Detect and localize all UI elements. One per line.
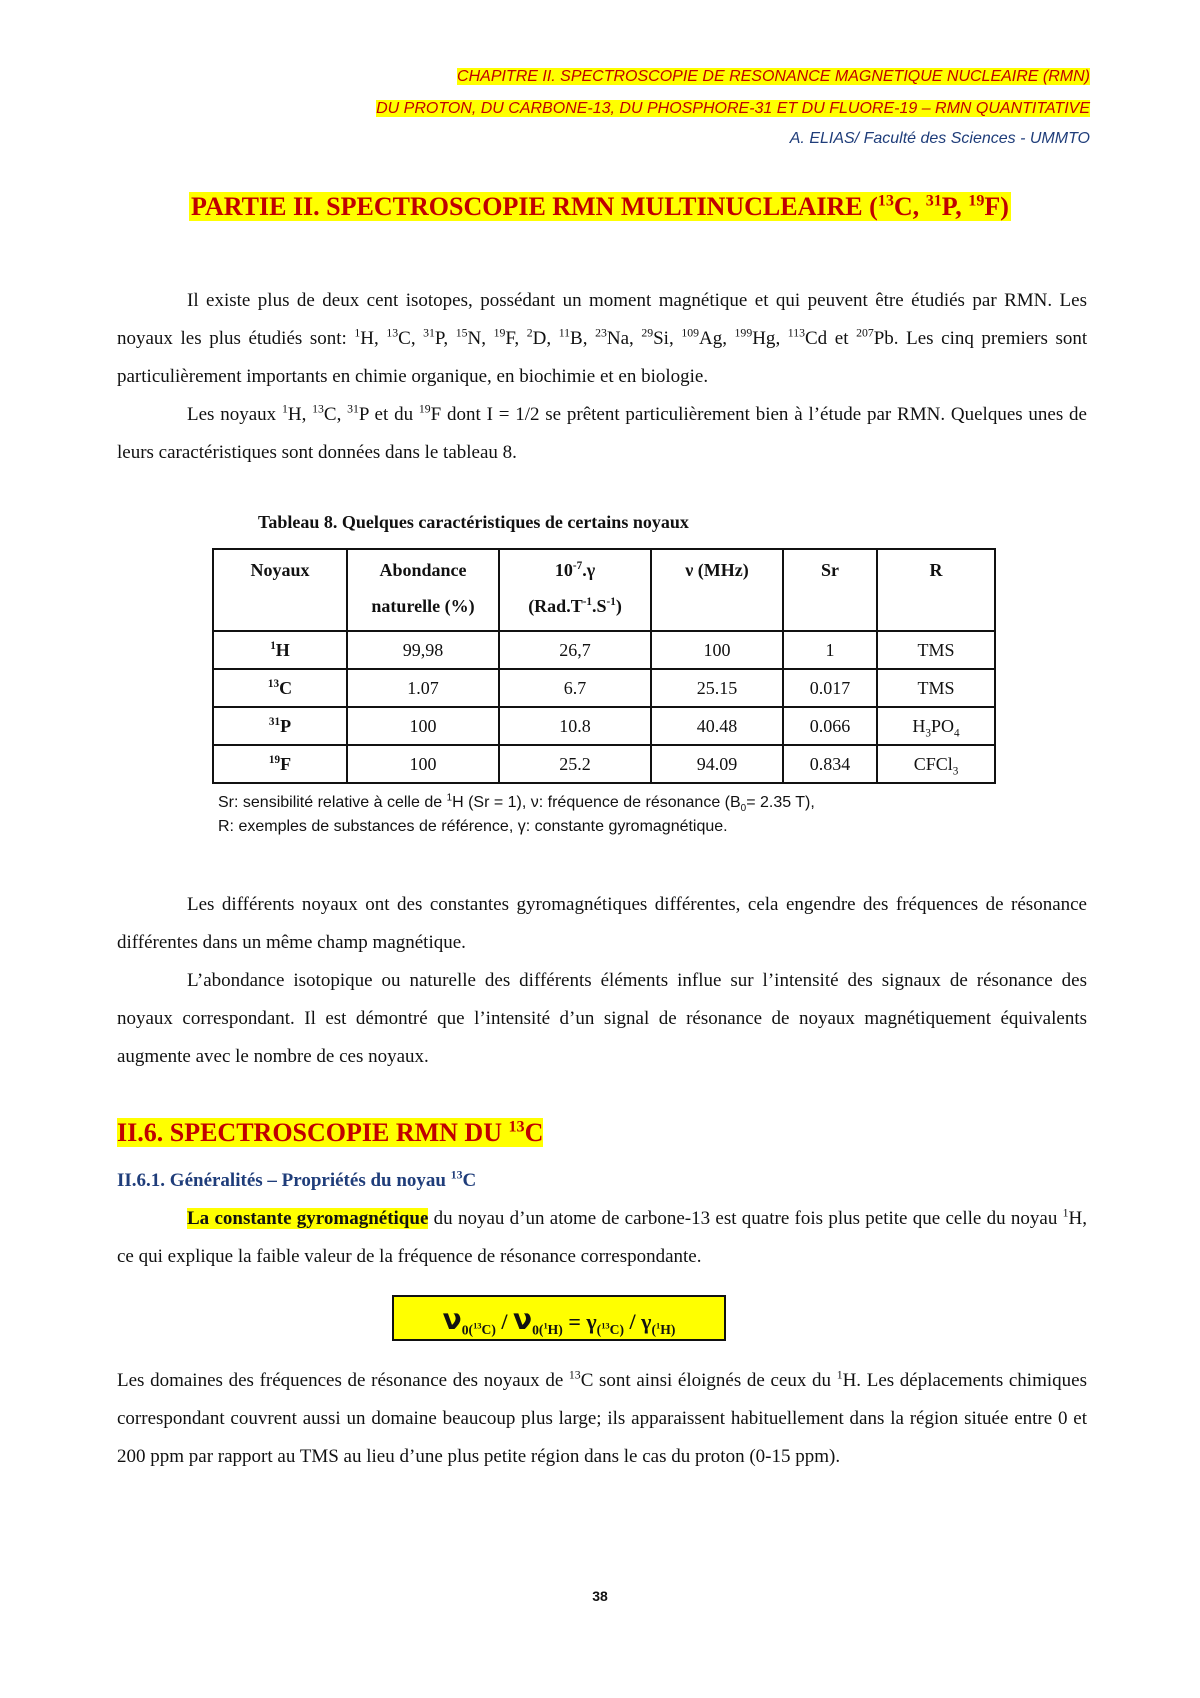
section-title: II.6. SPECTROSCOPIE RMN DU $^{13}$C — [117, 1118, 544, 1147]
nucleus-mass-number: 113 — [787, 326, 805, 340]
cell-reference: CFCl$_3$ — [877, 745, 995, 783]
nucleus-mass-number: 19 — [493, 326, 506, 340]
table-note-1: Sr: sensibilité relative à celle de $^1$H (Sr = 1), ν: fréquence de résonance ($B_0= 2.35$ T), — [218, 792, 815, 815]
nucleus-symbol: C — [398, 328, 411, 349]
running-header-line-1: CHAPITRE II. SPECTROSCOPIE DE RESONANCE MAGNETIQUE NUCLEAIRE (RMN) — [457, 68, 1090, 85]
header-abondance: Abondance naturelle (%) — [347, 549, 499, 631]
body-paragraph-2: L’abondance isotopique ou naturelle des différents éléments influe sur l’intensité des signaux de résonance des noyaux correspondant. Il est démontré que l’intensité d’un signal de résonance de noyaux magnétiquement équivalents augmente avec le nombre de ces noyaux. — [117, 970, 1087, 1067]
section-paragraph-1: La constante gyromagnétique du noyau d’un atome de carbone-13 est quatre fois plus petite que celle du noyau $^1$H, ce qui explique la faible valeur de la fréquence de résonance correspondante. — [117, 1206, 1087, 1267]
nucleus-symbol: Hg — [752, 328, 776, 349]
nucleus-mass-number: 29 — [641, 326, 654, 340]
nucleus-mass-number: 31 — [423, 326, 435, 340]
nucleus-separator: , — [443, 328, 456, 349]
nucleus-mass-number: 13 — [386, 326, 399, 340]
table-note-2: R: exemples de substances de référence, γ: constante gyromagnétique. — [218, 818, 728, 835]
nucleus-separator: . — [893, 328, 899, 349]
intro-paragraph-2: Les noyaux $^1$H, $^{13}$C, $^{31}$P et du $^{19}$F dont I = 1/2 se prêtent particulièrement bien à l’étude par RMN. Quelques unes de leurs caractéristiques sont données dans le tableau 8. — [117, 402, 1087, 463]
nucleus-mass-number: 19 — [418, 402, 431, 416]
nuclei-list-2 — [282, 404, 441, 425]
cell-gamma: 26,7 — [499, 631, 651, 669]
nucleus-separator: , — [775, 328, 788, 349]
nucleus-mass-number: 199 — [734, 326, 753, 340]
nucleus-separator: , — [336, 404, 348, 425]
cell-abondance: 1.07 — [347, 669, 499, 707]
table-row — [213, 707, 995, 745]
cell-reference: TMS — [877, 631, 995, 669]
cell-abondance: 99,98 — [347, 631, 499, 669]
page-number: 38 — [592, 1588, 608, 1604]
cell-abondance: 100 — [347, 707, 499, 745]
nucleus-mass-number: 31 — [347, 402, 359, 416]
nucleus-separator: , — [629, 328, 642, 349]
nucleus-separator: , — [546, 328, 559, 349]
nucleus-symbol: Pb — [873, 328, 894, 349]
nucleus-symbol: D — [532, 328, 547, 349]
nucleus-separator: , — [582, 328, 596, 349]
nucleus-mass-number: 11 — [558, 326, 571, 340]
running-header-author: A. ELIAS/ Faculté des Sciences - UMMTO — [789, 130, 1090, 147]
nucleus-mass-number: 15 — [455, 326, 468, 340]
nucleus-symbol: Na — [606, 328, 629, 349]
nucleus-separator: et — [827, 328, 857, 349]
nucleus-symbol: F — [430, 404, 442, 425]
cell-gamma: 25.2 — [499, 745, 651, 783]
highlighted-term: La constante gyromagnétique — [187, 1208, 429, 1229]
nucleus-symbol: Si — [653, 328, 669, 349]
nucleus-separator: , — [410, 328, 424, 349]
nucleus-separator: , — [481, 328, 494, 349]
header-sr: Sr — [783, 549, 877, 631]
header-nu: ν (MHz) — [651, 549, 783, 631]
nucleus-symbol: H — [287, 404, 302, 425]
nucleus-symbol: H — [360, 328, 375, 349]
cell-sr: 0.066 — [783, 707, 877, 745]
nucleus-mass-number: 2 — [526, 326, 533, 340]
cell-reference: $H_3PO_4$ — [877, 707, 995, 745]
section-paragraph-2: Les domaines des fréquences de résonance des noyaux de $^{13}$C sont ainsi éloignés de ceux du $^1$H. Les déplacements chimiques correspondant couvrent aussi un domaine beaucoup plus large; ils apparaissent habituellement dans la région située entre 0 et 200 ppm par rapport au TMS au lieu d’une plus petite région dans le cas du proton (0-15 ppm). — [117, 1368, 1087, 1467]
intro-paragraph-1: Il existe plus de deux cent isotopes, possédant un moment magnétique et qui peuvent être étudiés par RMN. Les noyaux les plus étudiés sont: $^1$H, $^{13}$C, $^{31}$P, $^{15}$N, $^{19}$F, $^2$D, $^{11}$B, $^{23}$Na, $^{29}$Si, $^{109}$Ag, $^{199}$Hg, $^{113}$Cd et $^{207}$Pb. Les cinq premiers sont particulièrement importants en chimie organique, en biochimie et en biologie. — [117, 290, 1088, 387]
nucleus-mass-number: 109 — [681, 326, 699, 340]
cell-sr: 0.017 — [783, 669, 877, 707]
nucleus-symbol: P — [434, 328, 444, 349]
table-row — [213, 669, 995, 707]
table-row — [213, 745, 995, 783]
cell-reference: TMS — [877, 669, 995, 707]
nucleus-symbol: Cd — [805, 328, 828, 349]
cell-gamma: 6.7 — [499, 669, 651, 707]
nucleus-separator: , — [514, 328, 527, 349]
nuclei-list — [354, 328, 898, 349]
nucleus-symbol: F — [505, 328, 515, 349]
cell-gamma: 10.8 — [499, 707, 651, 745]
body-paragraph-1: Les différents noyaux ont des constantes gyromagnétiques différentes, cela engendre des fréquences de résonance différentes dans un même champ magnétique. — [117, 894, 1087, 953]
nucleus-separator: , — [722, 328, 735, 349]
cell-nu: 100 — [651, 631, 783, 669]
nuclei-table — [212, 548, 996, 784]
nucleus-mass-number: 13 — [312, 402, 324, 416]
subsection-title: II.6.1. Généralités – Propriétés du noyau $^{13}$C — [117, 1168, 477, 1191]
nucleus-separator: , — [374, 328, 387, 349]
cell-abondance: 100 — [347, 745, 499, 783]
header-r: R — [877, 549, 995, 631]
cell-noyau: $^{13}$C — [213, 669, 347, 707]
cell-nu: 94.09 — [651, 745, 783, 783]
part-title: PARTIE II. SPECTROSCOPIE RMN MULTINUCLEAIRE ($^{13}$C, $^{31}$P, $^{19}$F) — [191, 192, 1009, 221]
frequency-ratio-formula: $\nu_{0(^{13}C)} / \nu_{0(^1H)} = \gamma_{(^{13}C)} / \gamma_{(^1H)}$ — [392, 1295, 726, 1341]
nucleus-separator: , — [668, 328, 682, 349]
table-row — [213, 631, 995, 669]
nucleus-mass-number: 1 — [354, 326, 361, 340]
cell-noyau: $^{19}$F — [213, 745, 347, 783]
cell-noyau: $^{31}$P — [213, 707, 347, 745]
running-header-line-2: DU PROTON, DU CARBONE-13, DU PHOSPHORE-31 ET DU FLUORE-19 – RMN QUANTITATIVE — [376, 100, 1090, 117]
table-header-row — [213, 549, 995, 631]
nucleus-symbol: Ag — [698, 328, 723, 349]
cell-nu: 25.15 — [651, 669, 783, 707]
nucleus-mass-number: 207 — [856, 326, 874, 340]
nucleus-symbol: P — [358, 404, 369, 425]
table-caption: Tableau 8. Quelques caractéristiques de certains noyaux — [258, 512, 689, 532]
nucleus-mass-number: 23 — [595, 326, 607, 340]
cell-sr: 0.834 — [783, 745, 877, 783]
nucleus-symbol: B — [570, 328, 583, 349]
cell-noyau: $^1$H — [213, 631, 347, 669]
nucleus-symbol: C — [323, 404, 337, 425]
nucleus-symbol: N — [467, 328, 482, 349]
nucleus-separator: , — [301, 404, 313, 425]
cell-sr: 1 — [783, 631, 877, 669]
cell-nu: 40.48 — [651, 707, 783, 745]
nucleus-separator: et du — [368, 404, 419, 425]
header-gamma: $10^{-7}.\gamma$ $(Rad.T^{-1}.S^{-1})$ — [499, 549, 651, 631]
nucleus-mass-number: 1 — [281, 402, 288, 416]
header-noyaux: Noyaux — [213, 549, 347, 631]
